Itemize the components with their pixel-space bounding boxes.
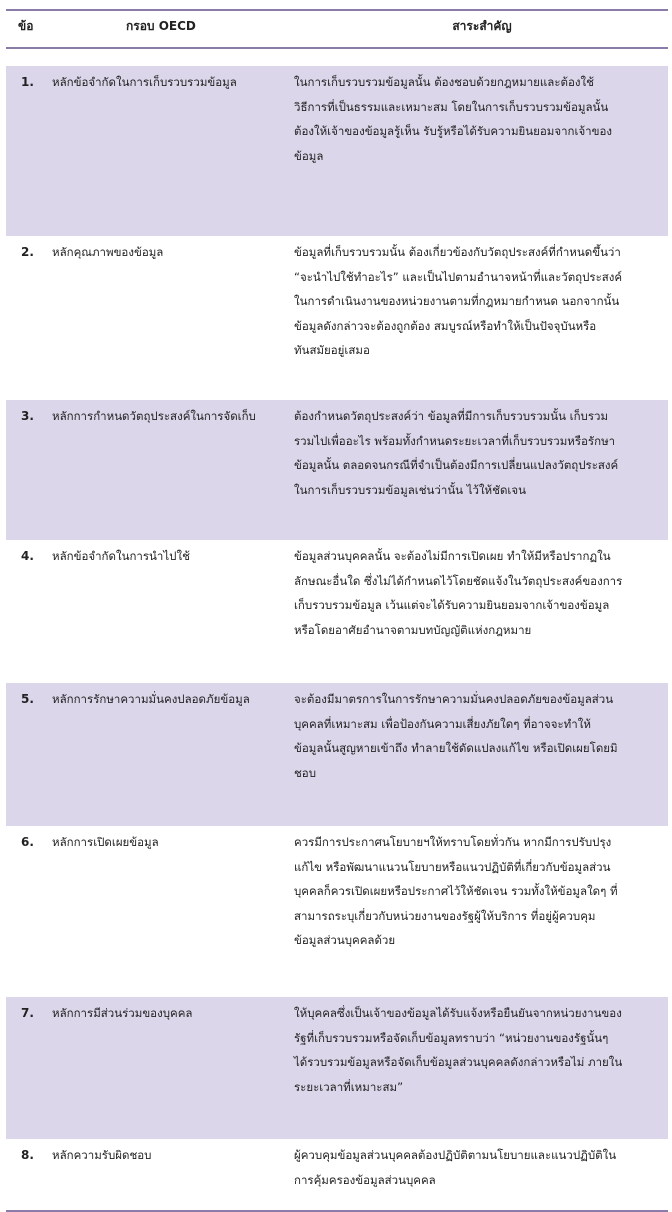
- oecd-principles-table: [6, 9, 668, 1212]
- essence-line: ในการเก็บรวบรวมข้อมูลนั้น ต้องชอบด้วยกฎหมายและต้องใช้: [294, 75, 594, 89]
- principle-name: หลักคุณภาพของข้อมูล: [52, 245, 164, 259]
- row-number: 2.: [21, 245, 34, 259]
- essence-line: ชอบ: [294, 765, 317, 780]
- essence-text: [294, 540, 662, 652]
- essence-line: หรือโดยอาศัยอำนาจตามบทบัญญัติแห่งกฎหมาย: [294, 622, 532, 637]
- essence-line: ทันสมัยอยู่เสมอ: [294, 343, 370, 357]
- principle-name: หลักความรับผิดชอบ: [52, 1148, 152, 1162]
- essence-text: [294, 236, 662, 373]
- essence-line: ต้องกำหนดวัตถุประสงค์ว่า ข้อมูลที่มีการเก็บรวบรวมนั้น เก็บรวม: [294, 409, 609, 423]
- essence-line: ได้รวบรวมข้อมูลหรือจัดเก็บข้อมูลส่วนบุคคลดังกล่าวหรือไม่ ภายใน: [294, 1055, 623, 1069]
- table-row: [6, 826, 668, 997]
- table-row: [6, 236, 668, 400]
- header-framework: กรอบ OECD: [126, 19, 196, 33]
- principle-name: หลักการรักษาความมั่นคงปลอดภัยข้อมูล: [52, 692, 250, 706]
- essence-line: รวมไปเพื่ออะไร พร้อมทั้งกำหนดระยะเวลาที่เก็บรวบรวมหรือรักษา: [294, 433, 616, 448]
- row-number: 8.: [21, 1148, 34, 1162]
- essence-line: แก้ไข หรือพัฒนาแนวนโยบายหรือแนวปฏิบัติที่เกี่ยวกับข้อมูลส่วน: [294, 859, 611, 874]
- header-essence: สาระสำคัญ: [452, 19, 512, 33]
- principle-name: หลักการกำหนดวัตถุประสงค์ในการจัดเก็บ: [52, 409, 256, 423]
- essence-line: จะต้องมีมาตรการในการรักษาความมั่นคงปลอดภัยของข้อมูลส่วน: [294, 692, 614, 706]
- essence-text: [294, 400, 662, 512]
- principle-name: หลักข้อจำกัดในการเก็บรวบรวมข้อมูล: [52, 75, 237, 89]
- row-number: 6.: [21, 835, 34, 849]
- essence-line: ต้องให้เจ้าของข้อมูลรู้เห็น รับรู้หรือได้รับความยินยอมจากเจ้าของ: [294, 124, 613, 138]
- essence-line: ข้อมูลดังกล่าวจะต้องถูกต้อง สมบูรณ์หรือทำให้เป็นปัจจุบันหรือ: [294, 318, 597, 333]
- essence-line: บุคคลที่เหมาะสม เพื่อป้องกันความเสี่ยงภัยใดๆ ที่อาจจะทำให้: [294, 716, 591, 731]
- table-row: [6, 400, 668, 540]
- essence-line: ระยะเวลาที่เหมาะสม”: [294, 1079, 404, 1094]
- essence-text: [294, 997, 662, 1109]
- principle-name: หลักข้อจำกัดในการนำไปใช้: [52, 549, 190, 563]
- essence-line: “จะนำไปใช้ทำอะไร” และเป็นไปตามอำนาจหน้าที่และวัตถุประสงค์: [294, 269, 623, 284]
- essence-text: [294, 1139, 662, 1202]
- essence-line: ข้อมูลนั้น ตลอดจนกรณีที่จำเป็นต้องมีการเปลี่ยนแปลงวัตถุประสงค์: [294, 458, 619, 472]
- table-row: [6, 1139, 668, 1210]
- row-number: 7.: [21, 1006, 34, 1020]
- essence-text: [294, 826, 662, 963]
- essence-line: ควรมีการประกาศนโยบายฯให้ทราบโดยทั่วกัน หากมีการปรับปรุง: [294, 835, 612, 849]
- row-number: 5.: [21, 692, 34, 706]
- row-number: 4.: [21, 549, 34, 563]
- essence-line: ข้อมูลที่เก็บรวบรวมนั้น ต้องเกี่ยวข้องกับวัตถุประสงค์ที่กำหนดขึ้นว่า: [294, 245, 621, 259]
- essence-text: [294, 66, 662, 178]
- essence-text: [294, 683, 662, 795]
- table-header: [6, 11, 668, 49]
- essence-line: ให้บุคคลซึ่งเป็นเจ้าของข้อมูลได้รับแจ้งหรือยืนยันจากหน่วยงานของ: [294, 1006, 622, 1020]
- essence-line: เก็บรวบรวมข้อมูล เว้นแต่จะได้รับความยินยอมจากเจ้าของข้อมูล: [294, 598, 610, 612]
- essence-line: ในการดำเนินงานของหน่วยงานตามที่กฎหมายกำหนด นอกจากนั้น: [294, 294, 620, 308]
- essence-line: ลักษณะอื่นใด ซึ่งไม่ได้กำหนดไว้โดยชัดแจ้งในวัตถุประสงค์ของการ: [294, 573, 623, 588]
- principle-name: หลักการมีส่วนร่วมของบุคคล: [52, 1006, 193, 1020]
- essence-line: ในการเก็บรวบรวมข้อมูลเช่นว่านั้น ไว้ให้ชัดเจน: [294, 482, 526, 497]
- header-no: ข้อ: [18, 19, 34, 33]
- header-spacer: [6, 49, 668, 66]
- table-row: [6, 66, 668, 236]
- essence-line: ข้อมูล: [294, 148, 324, 163]
- essence-line: สามารถระบุเกี่ยวกับหน่วยงานของรัฐผู้ให้บริการ ที่อยู่ผู้ควบคุม: [294, 908, 596, 923]
- essence-line: ข้อมูลนั้นสูญหายเข้าถึง ทำลายใช้ดัดแปลงแก้ไข หรือเปิดเผยโดยมิ: [294, 741, 618, 755]
- essence-line: ข้อมูลส่วนบุคคลด้วย: [294, 933, 396, 947]
- row-number: 1.: [21, 75, 34, 89]
- table-row: [6, 540, 668, 683]
- essence-line: บุคคลก็ควรเปิดเผยหรือประกาศไว้ให้ชัดเจน รวมทั้งให้ข้อมูลใดๆ ที่: [294, 884, 618, 898]
- essence-line: ผู้ควบคุมข้อมูลส่วนบุคคลต้องปฏิบัติตามนโยบายและแนวปฏิบัติใน: [294, 1148, 617, 1162]
- essence-line: ข้อมูลส่วนบุคคลนั้น จะต้องไม่มีการเปิดเผย ทำให้มีหรือปรากฏใน: [294, 549, 611, 563]
- row-number: 3.: [21, 409, 34, 423]
- principle-name: หลักการเปิดเผยข้อมูล: [52, 835, 159, 849]
- essence-line: การคุ้มครองข้อมูลส่วนบุคคล: [294, 1172, 436, 1187]
- essence-line: วิธีการที่เป็นธรรมและเหมาะสม โดยในการเก็บรวบรวมข้อมูลนั้น: [294, 99, 609, 114]
- table-row: [6, 997, 668, 1139]
- essence-line: รัฐที่เก็บรวบรวมหรือจัดเก็บข้อมูลทราบว่า “หน่วยงานของรัฐนั้นๆ: [294, 1030, 609, 1045]
- table-row: [6, 683, 668, 826]
